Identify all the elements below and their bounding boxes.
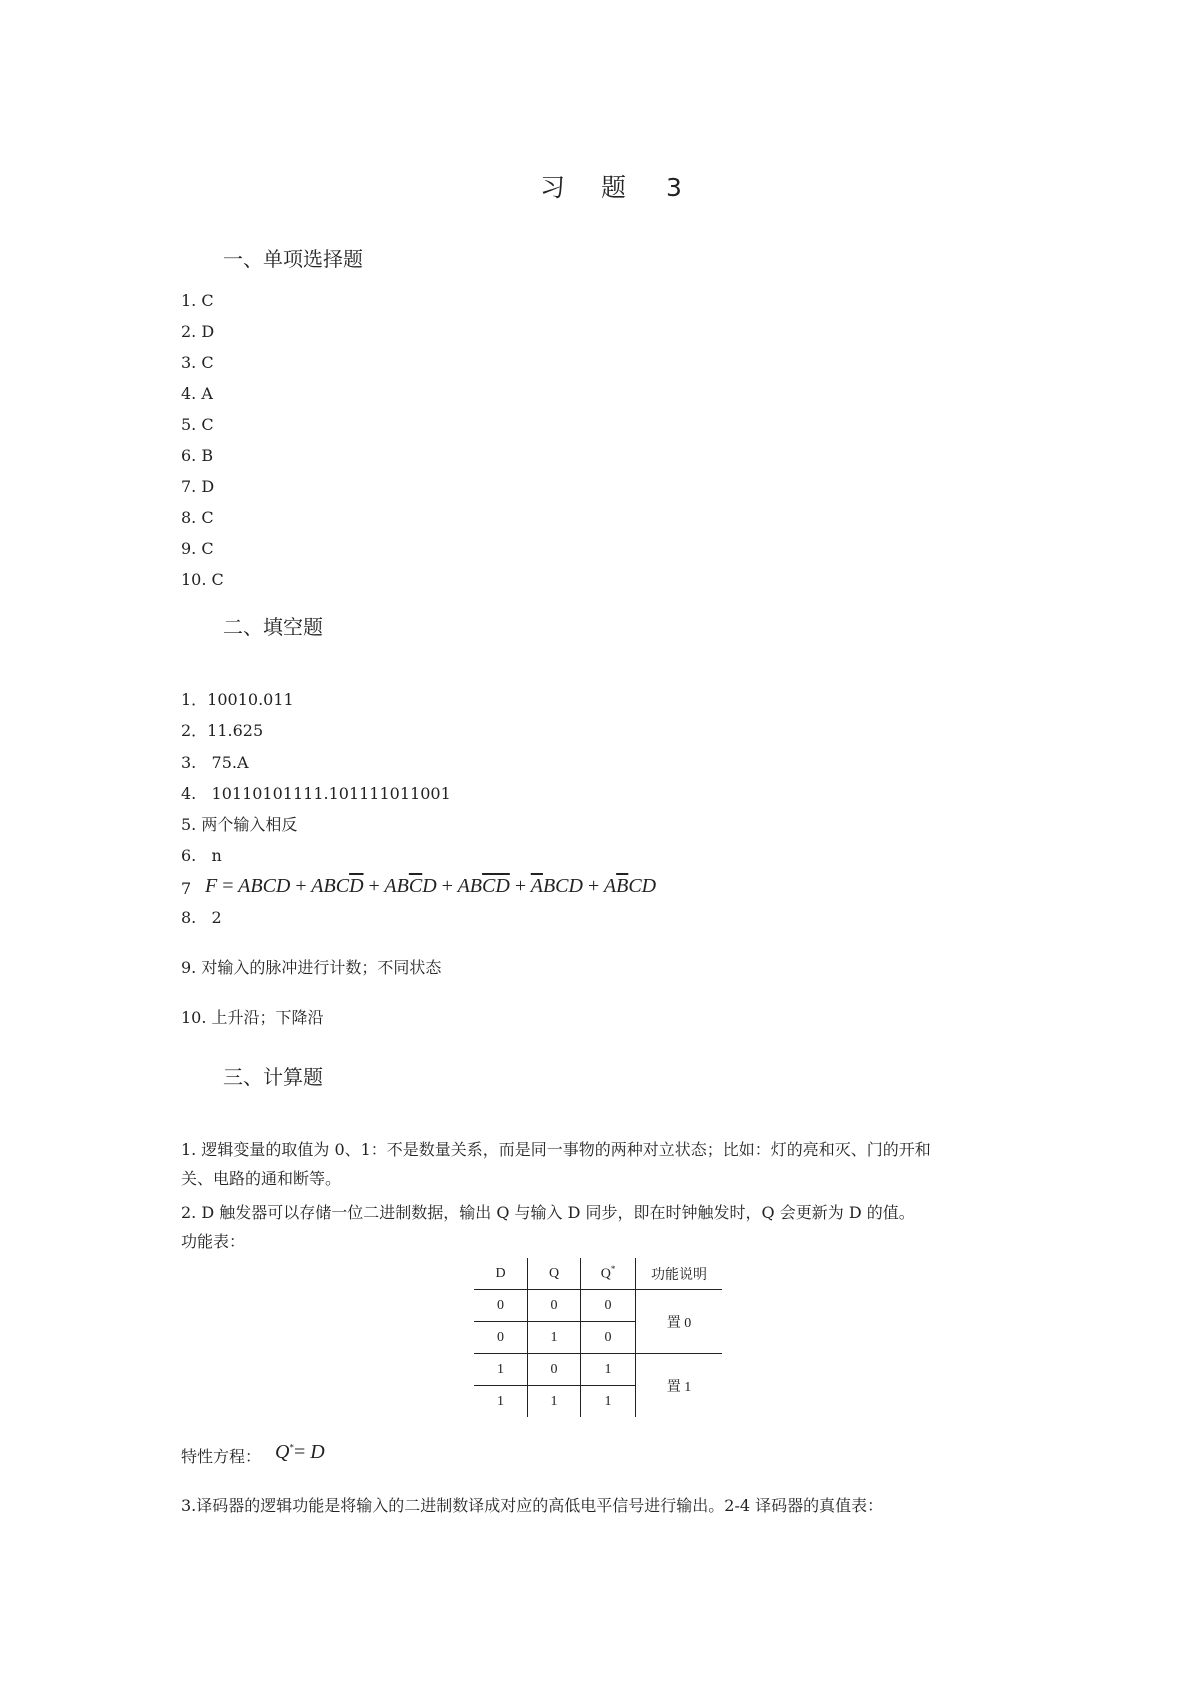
table-header-row (474, 1258, 722, 1290)
section2-item-8: 8. 2 (181, 908, 222, 927)
table-cell: 1 (528, 1386, 581, 1418)
section2-item-3: 3. 75.A (181, 753, 249, 772)
function-label-reset: 置 0 (636, 1290, 723, 1354)
section1-item-7: 7. D (181, 477, 215, 496)
section2-item-10: 10. 上升沿；下降沿 (181, 1008, 324, 1027)
title-number: 3 (665, 173, 682, 202)
table-cell: 0 (528, 1290, 581, 1322)
table-cell: 1 (581, 1386, 636, 1418)
section3-p2: 2. D 触发器可以存储一位二进制数据，输出 Q 与输入 D 同步，即在时钟触发时，Q 会更新为 D 的值。 (181, 1203, 915, 1222)
section1-item-3: 3. C (181, 353, 214, 372)
section2-item-2: 2．11.625 (181, 721, 264, 740)
section2-item-4: 4. 10110101111.101111011001 (181, 784, 451, 803)
section1-item-5: 5. C (181, 415, 214, 434)
page-title (540, 168, 682, 204)
section3-p1-line2: 关、电路的通和断等。 (181, 1169, 342, 1188)
table-row (474, 1354, 722, 1386)
table-caption: 功能表： (181, 1232, 246, 1251)
section2-heading: 二、填空题 (223, 615, 323, 639)
section1-item-9: 9. C (181, 539, 214, 558)
section1-heading: 一、单项选择题 (223, 247, 363, 271)
d-flipflop-function-table (474, 1258, 722, 1417)
table-cell: 1 (528, 1322, 581, 1354)
section2-item-7-number: 7 (181, 879, 192, 898)
char-eq: Q*= D (275, 1441, 325, 1463)
section1-item-4: 4. A (181, 384, 213, 403)
function-label-set: 置 1 (636, 1354, 723, 1418)
section3-p1-line1: 1. 逻辑变量的取值为 0、1：不是数量关系，而是同一事物的两种对立状态；比如：灯的亮和灭、门的开和 (181, 1140, 931, 1159)
table-cell: 0 (474, 1290, 528, 1322)
section3-p3: 3.译码器的逻辑功能是将输入的二进制数译成对应的高低电平信号进行输出。2-4 译码器的真值表： (181, 1496, 884, 1515)
section1-item-10: 10. C (181, 570, 224, 589)
header-q-star: Q* (581, 1258, 636, 1290)
table-cell: 0 (581, 1290, 636, 1322)
section1-item-6: 6. B (181, 446, 214, 465)
header-q: Q (528, 1258, 581, 1290)
section2-item-9: 9. 对输入的脉冲进行计数；不同状态 (181, 958, 442, 977)
table-cell: 1 (581, 1354, 636, 1386)
section1-item-8: 8. C (181, 508, 214, 527)
section3-heading: 三、计算题 (223, 1065, 323, 1089)
section2-item-6: 6. n (181, 846, 222, 865)
title-char-2: 题 (600, 173, 626, 202)
header-d: D (495, 1265, 506, 1281)
char-eq-label: 特性方程： (181, 1447, 262, 1466)
table-cell: 0 (474, 1322, 528, 1354)
table-cell: 1 (474, 1354, 528, 1386)
section2-item-1: 1．10010.011 (181, 690, 294, 709)
title-char-1: 习 (540, 173, 566, 202)
section1-item-1: 1. C (181, 291, 214, 310)
table-cell: 0 (528, 1354, 581, 1386)
table-cell: 1 (474, 1386, 528, 1418)
table-row (474, 1290, 722, 1322)
section1-item-2: 2. D (181, 322, 215, 341)
table-cell: 0 (581, 1322, 636, 1354)
logic-formula: F = ABCD + $ABC\overline{D} + AB\overline{C}D + AB\overline{CD} + \overline{A}BCD + A\overline{B}CD$ (205, 875, 657, 897)
section2-item-5: 5. 两个输入相反 (181, 815, 298, 834)
header-function: 功能说明 (636, 1258, 723, 1290)
